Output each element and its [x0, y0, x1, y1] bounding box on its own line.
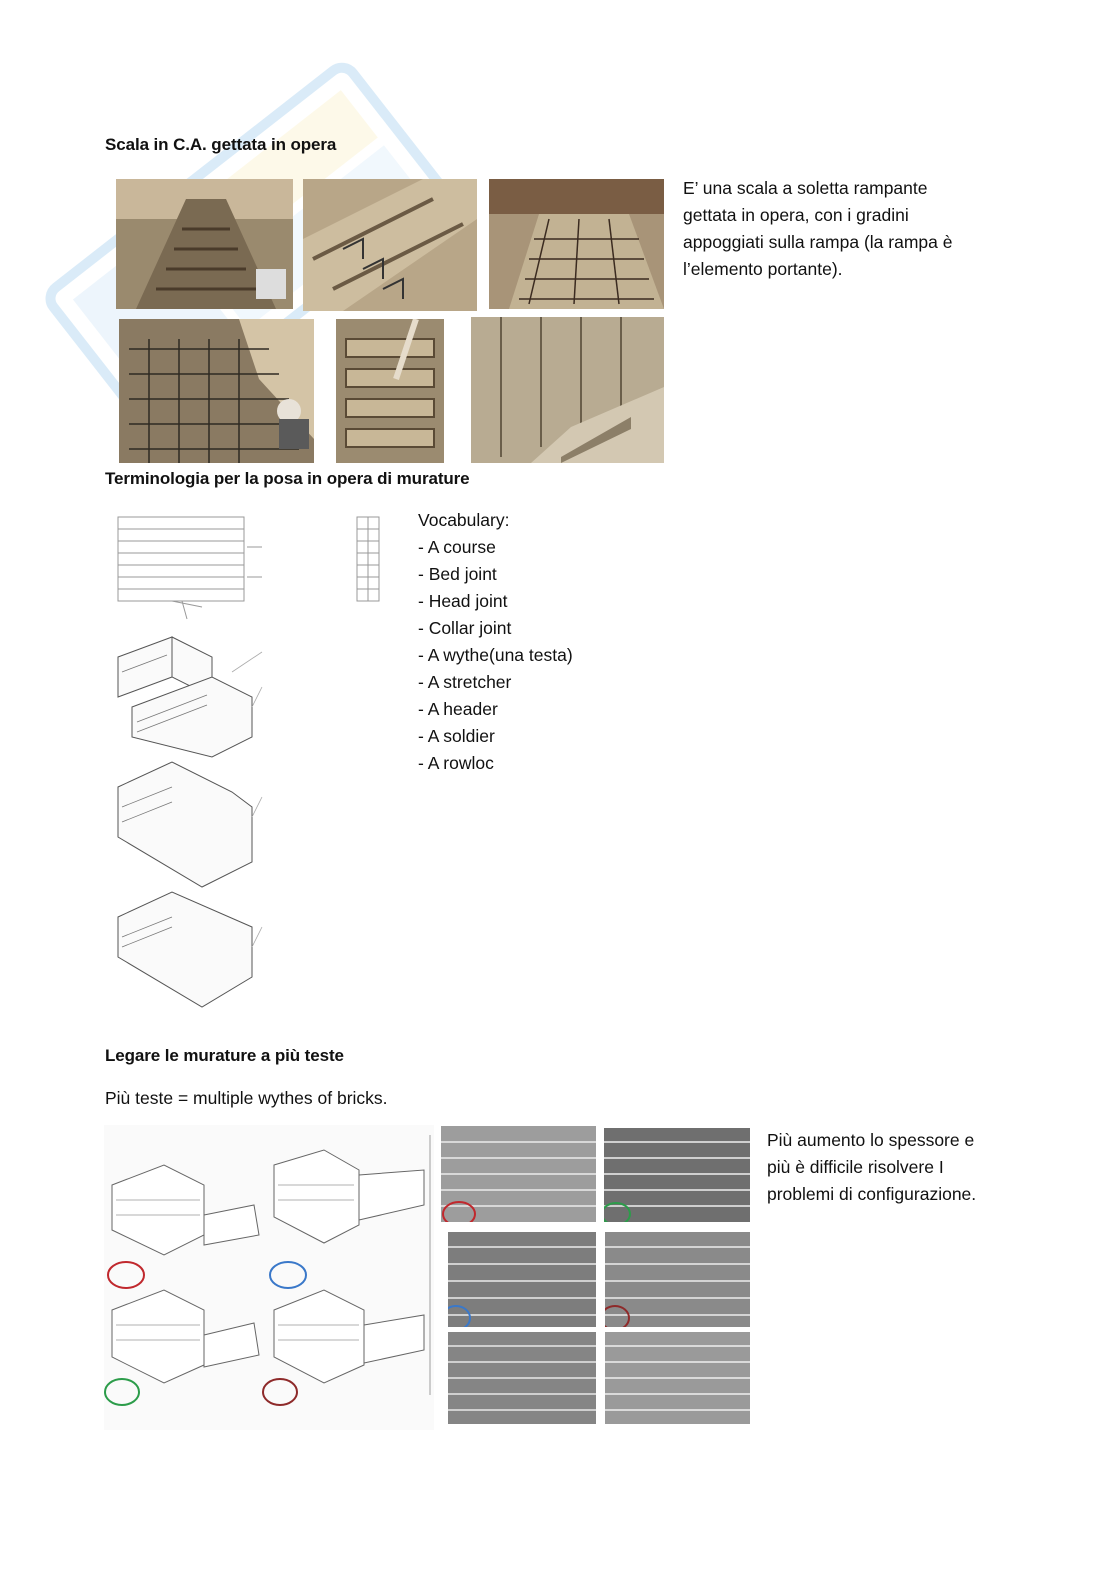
brick-wall-photo-6	[605, 1332, 750, 1424]
stair-desc-line: l’elemento portante).	[683, 259, 843, 279]
photo-stair-rebar-mesh	[489, 179, 664, 309]
brick-wall-photo-1	[441, 1126, 596, 1222]
vocabulary-item: - A course	[418, 537, 496, 557]
vocabulary-title: Vocabulary:	[418, 510, 510, 530]
multi-wythe-note	[767, 1127, 1067, 1208]
brick-wall-photo-2	[604, 1128, 750, 1222]
vocabulary-item: - Head joint	[418, 591, 508, 611]
brick-wall-photo-4	[605, 1232, 750, 1327]
stair-desc-line: appoggiati sulla rampa (la rampa è	[683, 232, 953, 252]
vocabulary-item: - Collar joint	[418, 618, 512, 638]
multi-wythe-subtitle: Più teste = multiple wythes of bricks.	[105, 1088, 388, 1108]
vocabulary-item: - A stretcher	[418, 672, 512, 692]
section-heading-stair: Scala in C.A. gettata in opera	[105, 135, 337, 154]
stair-desc-line: gettata in opera, con i gradini	[683, 205, 909, 225]
vocabulary-item: - A rowloc	[418, 753, 494, 773]
vocabulary-item: - A soldier	[418, 726, 495, 746]
section-heading-multi-wythe: Legare le murature a più teste	[105, 1046, 344, 1065]
note-line: più è difficile risolvere I	[767, 1157, 944, 1177]
vocabulary-item: - A header	[418, 699, 498, 719]
brick-wall-photo-5	[448, 1332, 596, 1424]
vocabulary-item: - Bed joint	[418, 564, 497, 584]
vocabulary-list	[418, 507, 718, 777]
photo-stair-steps-worker	[336, 319, 444, 463]
photo-rebar-worker	[119, 319, 314, 463]
photo-finished-stair	[471, 317, 664, 463]
photo-stair-formwork	[116, 179, 293, 309]
vocabulary-item: - A wythe(una testa)	[418, 645, 573, 665]
note-line: Più aumento lo spessore e	[767, 1130, 975, 1150]
note-line: problemi di configurazione.	[767, 1184, 977, 1204]
photo-stair-steps-rebar	[303, 179, 477, 311]
masonry-terminology-diagram	[112, 507, 406, 1017]
section-heading-masonry-terms: Terminologia per la posa in opera di murature	[105, 469, 470, 488]
brick-wall-photo-3	[448, 1232, 596, 1327]
stair-description	[683, 175, 1003, 283]
wythe-bond-diagrams	[104, 1125, 434, 1430]
stair-desc-line: E’ una scala a soletta rampante	[683, 178, 928, 198]
